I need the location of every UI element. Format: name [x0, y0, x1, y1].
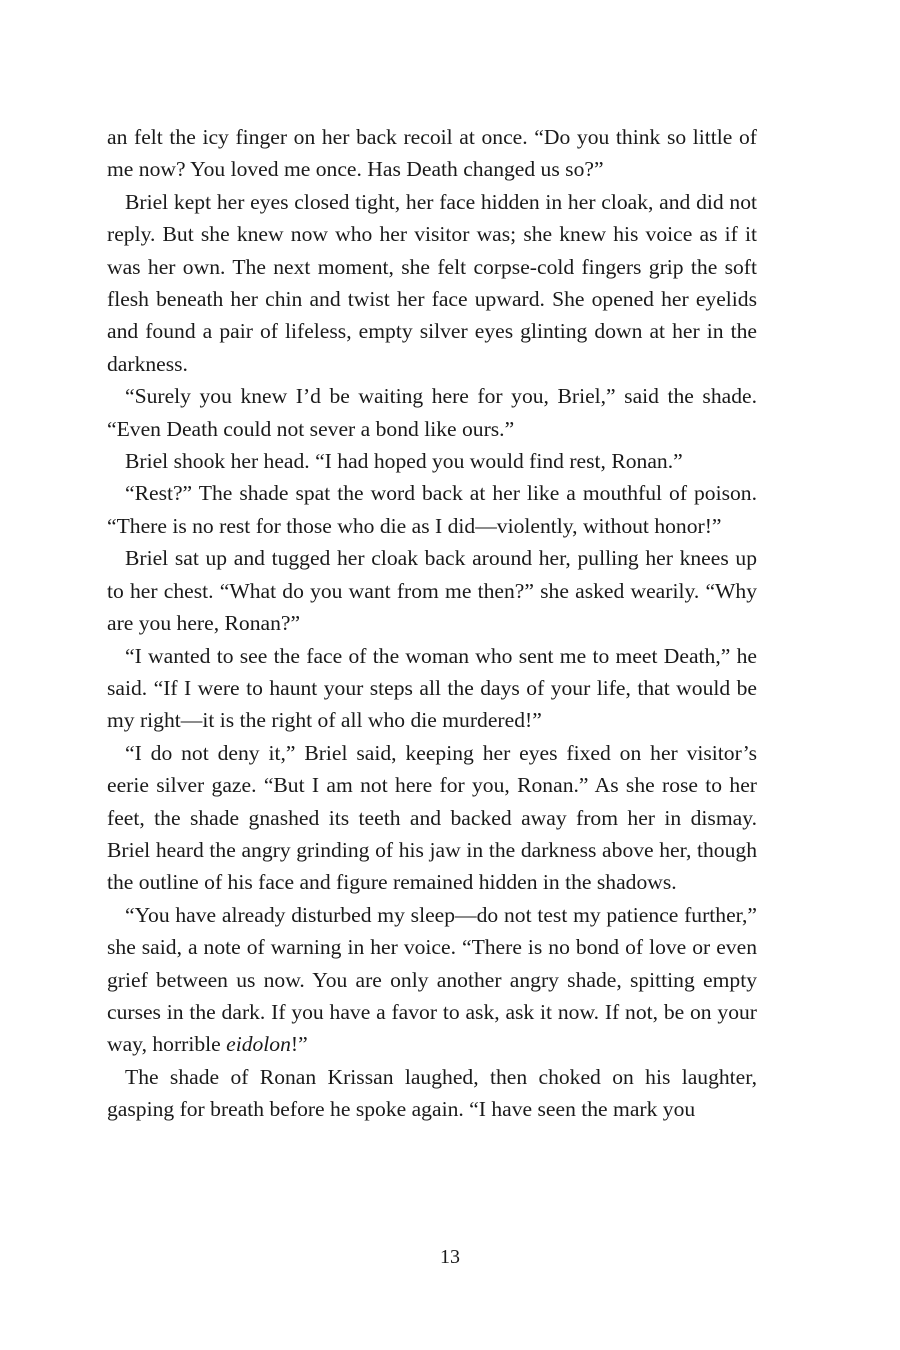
paragraph	[107, 380, 757, 445]
paragraph	[107, 186, 757, 380]
paragraph	[107, 542, 757, 639]
paragraph	[107, 640, 757, 737]
paragraph	[107, 899, 757, 1061]
italic-word: eidolon	[226, 1032, 291, 1057]
paragraph	[107, 1061, 757, 1126]
page-number: 13	[440, 1246, 460, 1268]
paragraph-text: “Surely you knew I’d be waiting here for you, Briel,” said the shade. “Even Death could not sever a bond like ours.”	[107, 384, 757, 441]
paragraph	[107, 477, 757, 542]
paragraph-text: Briel sat up and tugged her cloak back around her, pulling her knees up to her chest. “What do you want from me then?” she asked wearily. “Why are you here, Ronan?”	[107, 546, 757, 636]
paragraph-text: “Rest?” The shade spat the word back at her like a mouthful of poison. “There is no rest for those who die as I did—violently, without honor!”	[107, 481, 757, 538]
paragraph	[107, 737, 757, 899]
body-text	[107, 121, 757, 1126]
paragraph-text: an felt the icy finger on her back recoil at once. “Do you think so little of me now? You loved me once. Has Death changed us so?”	[107, 125, 757, 182]
paragraph-text: “I wanted to see the face of the woman who sent me to meet Death,” he said. “If I were to haunt your steps all the days of your life, that would be my right—it is the right of all who die murdered!”	[107, 643, 757, 733]
paragraph-text: “You have already disturbed my sleep—do not test my patience further,” she said, a note of warning in her voice. “There is no bond of love or even grief between us now. You are only another angry shade, spitting empty curses in the dark. If you have a favor to ask, ask it now. If not, be on your way, horrible	[107, 902, 757, 1057]
paragraph-text: !”	[290, 1032, 308, 1057]
paragraph-text: The shade of Ronan Krissan laughed, then choked on his laughter, gasping for breath before he spoke again. “I have seen the mark you	[107, 1064, 757, 1122]
paragraph-text: Briel shook her head. “I had hoped you would find rest, Ronan.”	[125, 449, 683, 474]
paragraph	[107, 121, 757, 186]
paragraph	[107, 445, 757, 477]
paragraph-text: “I do not deny it,” Briel said, keeping her eyes fixed on her visitor’s eerie silver gaze. “But I am not here for you, Ronan.” As she rose to her feet, the shade gnashed its teeth and backed away from her in dismay. Briel heard the angry grinding of his jaw in the darkness above her, though the outline of his face and figure remained hidden in the shadows.	[107, 740, 757, 895]
paragraph-text: Briel kept her eyes closed tight, her face hidden in her cloak, and did not reply. But she knew now who her visitor was; she knew his voice as if it was her own. The next moment, she felt corpse-cold fingers grip the soft flesh beneath her chin and twist her face upward. She opened her eyelids and found a pair of lifeless, empty silver eyes glinting down at her in the darkness.	[107, 189, 757, 376]
